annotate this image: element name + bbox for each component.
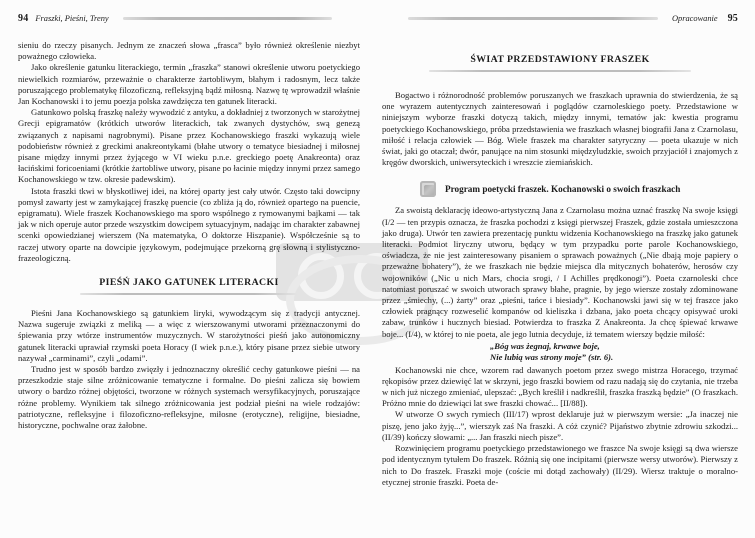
right-page bbox=[382, 12, 738, 488]
right-page-number: 95 bbox=[727, 12, 738, 24]
subsection-title: Program poetycki fraszek. Kochanowski o swoich fraszkach bbox=[445, 184, 681, 195]
left-page-body bbox=[18, 40, 360, 431]
section-heading-rule bbox=[429, 70, 691, 72]
right-page-body bbox=[382, 90, 738, 488]
paragraph: Kochanowski nie chce, wzorem rad dawanych poetom przez swego mistrza Horacego, trzymać rękopisów przez dziewięć lat w skrzyni, jego fraszki bowiem od razu nadają się do czytania, nie trzeba w nich już niczego zmieniać, ulepszać: „Bych kreślił i nadkreślił, fraszka fraszką będzie” (O fraszkach. Próżno mnie do dziewiąci lat swe fraszki chować... [II/88]). bbox=[382, 364, 738, 409]
section-heading-rule bbox=[80, 293, 298, 295]
section-heading-block bbox=[382, 54, 738, 72]
left-page-number: 94 bbox=[18, 12, 29, 24]
paragraph: Rozwinięciem programu poetyckiego przedstawionego we fraszce Na swoje księgi są dwa wiersze pod identycznym tytułem Do fraszek. Różnią się one incipitami (pierwsze wersy utworów). Pierwszy z nich to Do fraszek. Fraszki moje (coście mi dotąd zachowały) (II/29). Wiersz traktuje o moralno-etycznej stronie fraszki. Poeta de- bbox=[382, 443, 738, 487]
paragraph: Gatunkowo polską fraszkę należy wywodzić z antyku, a dokładniej z tworzonych w starożytnej Grecji epigramatów (krótkich utworów literackich, tak zwanych dystychów, swą genezą związanych z napisami nagrobnymi). Pisane przez Kochanowskiego fraszki wykazują wiele podobieństw również z greckimi anakreontykami (błahe utwory o tematyce biesiadnej i miłosnej pisane między innymi przez żyjącego w VI wieku p.n.e. greckiego poetę Anakreonta) oraz łacińskimi foricoeniami (krótkie żartobliwe utwory, pisane po łacinie między innymi przez samego Kochanowskiego w tzw. okresie padewskim). bbox=[18, 107, 360, 185]
left-page bbox=[18, 12, 360, 431]
paragraph: sieniu do rzeczy pisanych. Jednym ze znaczeń słowa „frasca” było również określenie niezbyt poważnego człowieka. bbox=[18, 40, 360, 62]
header-rule bbox=[408, 17, 658, 20]
paragraph: Jako określenie gatunku literackiego, termin „fraszka” stanowi określenie utworu poetyckiego niewielkich rozmiarów, przeważnie o charakterze żartobliwym, błahym i radosnym, lecz także poruszającego problematykę filozoficzną, refleksyjną bądź miłosną. Nazwę tę wprowadził właśnie Jan Kochanowski i to jemu poezja polska zawdzięcza ten gatunek literacki. bbox=[18, 62, 360, 107]
header-rule bbox=[123, 17, 332, 20]
section-heading: ŚWIAT PRZEDSTAWIONY FRASZEK bbox=[470, 54, 650, 65]
right-running-header bbox=[382, 12, 738, 24]
section-marker-icon bbox=[420, 181, 436, 197]
verse-quote bbox=[490, 341, 738, 364]
paragraph: W utworze O swych rymiech (III/17) wprost deklaruje już w pierwszym wersie: „Ja inaczej nie piszę, jeno jako żyję...”, wierszyk zaś Na fraszki. A cóż czynić? Pijaństwo zbytnie zdrowiu szkodzi... (II/39) kończy słowami: „... Jan fraszki niech pisze”. bbox=[382, 409, 738, 442]
verse-line: Nie lubią was strony moje” (str. 6). bbox=[490, 352, 614, 363]
paragraph: Pieśni Jana Kochanowskiego są gatunkiem liryki, wywodzącym się z tradycji antycznej. Nazwa sugeruje związki z meliką — a więc z wierszowanymi utworami przeznaczonymi do śpiewania przy wtórze instrumentów muzycznych. W starożytności pieśń jako autonomiczny gatunek literacki uprawiał rzymski poeta Horacy (I wiek p.n.e.), który pisane przez siebie utwory nazywał „carminami”, czyli „odami”. bbox=[18, 308, 360, 363]
paragraph: Bogactwo i różnorodność problemów poruszanych we fraszkach uprawnia do stwierdzenia, że są one wyrazem autentycznych zainteresowań i poglądów czarnoleskiego poety. Przedstawione w niniejszym wyborze fraszki dotyczą takich, między innymi, tematów jak: kwestia programu poetyckiego Kochanowskiego, próba przedstawienia we fraszkach własnej biografii Jana z Czarnolasu, miłość i relacja człowiek — Bóg. Wiele fraszek ma charakter satyryczny — poeta ukazuje w nich świat, jaki go otaczał; dwór, panujące na nim stosunki międzyludzkie, swoich przyjaciół i znajomych z kręgów dworskich, uniwersyteckich i wreszcie ziemiańskich. bbox=[382, 90, 738, 168]
verse-line: „Bóg was żegnaj, krwawe boje, bbox=[490, 340, 600, 351]
right-running-title: Opracowanie bbox=[672, 13, 718, 23]
section-heading-block bbox=[18, 277, 360, 295]
section-heading: PIEŚŃ JAKO GATUNEK LITERACKI bbox=[99, 277, 279, 289]
left-running-title: Fraszki, Pieśni, Treny bbox=[35, 13, 109, 23]
section-body bbox=[18, 308, 360, 431]
paragraph: Za swoistą deklarację ideowo-artystyczną Jana z Czarnolasu można uznać fraszkę Na swoje księgi (I/2 — ten przypis oznacza, że fraszka pochodzi z księgi pierwszej Fraszek, gdzie została umieszczona jako druga). Utwór ten zawiera prezentację punktu widzenia Kochanowskiego na fraszkę jako gatunek literacki. Podmiot liryczny utworu, będący w tym przypadku porte parole Kochanowskiego, oświadcza, że nie jest zainteresowany pisaniem o sprawach poważnych („Nie dbają moje papiery o przeważne bohatery”), że we fraszkach nie będzie miejsca dla mitycznych bohaterów, herosów czy wojowników („Nic u nich Mars, chocia srogi, / I Achilles prędkonogi”). Poeta czarnoleski chce natomiast poruszać w swoich utworach sprawy błahe, pragnie, by jego wiersze zostały zdominowane przez „śmiechy, (...) żarty” oraz „pieśni, tańce i biesiady”. Kochanowski jawi się w tej fraszce jako człowiek pragnący rozweselić kompanów od kieliszka i dzbana, jako poeta chcący opisywać uroki zabaw, trunków i hucznych biesiad. Potwierdza to fraszka Z Anakreonta. Ja chcę śpiewać krwawe boje... (I/4), w której to nie poeta, ale jego lutnia decyduje, iż tematem wierszy będzie miłość: bbox=[382, 205, 738, 339]
paragraph: Istota fraszki tkwi w błyskotliwej idei, na której oparty jest cały utwór. Często taki dowcipny pomysł zawarty jest w zamykającej fraszkę puencie (co zbliża ją do, również opartego na puencie, epigramatu). Wiele fraszek Kochanowskiego ma sporo wspólnego z rymowanymi bajkami — tak jak w nich operuje autor przede wszystkim dowcipem sytuacyjnym, nadając im charakter zabawnej scenki opowiedzianej wierszem (Na matematyka, O doktorze Hiszpanie). Współcześnie są to raczej utwory oparte na dowcipie językowym, podejmujące przekorną grę słowną i stylistyczno-frazeologiczną. bbox=[18, 185, 360, 263]
paragraph: Trudno jest w sposób bardzo zwięzły i jednoznaczny określić cechy gatunkowe pieśni — na przeszkodzie staje silne zróżnicowanie tematyczne i formalne. Do pieśni zalicza się bowiem utwory o bardzo różnej objętości, tworzone w różnych systemach wersyfikacyjnych, poruszające różne problemy. Wynikiem tak silnego zróżnicowania jest podział pieśni na wiele rodzajów: patriotyczne, refleksyjne i filozoficzno-refleksyjne, miłosne (erotyczne), religijne, biesiadne, historyczne, pochwalne oraz żałobne. bbox=[18, 364, 360, 431]
left-running-header bbox=[18, 12, 360, 24]
subsection-header bbox=[420, 181, 738, 197]
